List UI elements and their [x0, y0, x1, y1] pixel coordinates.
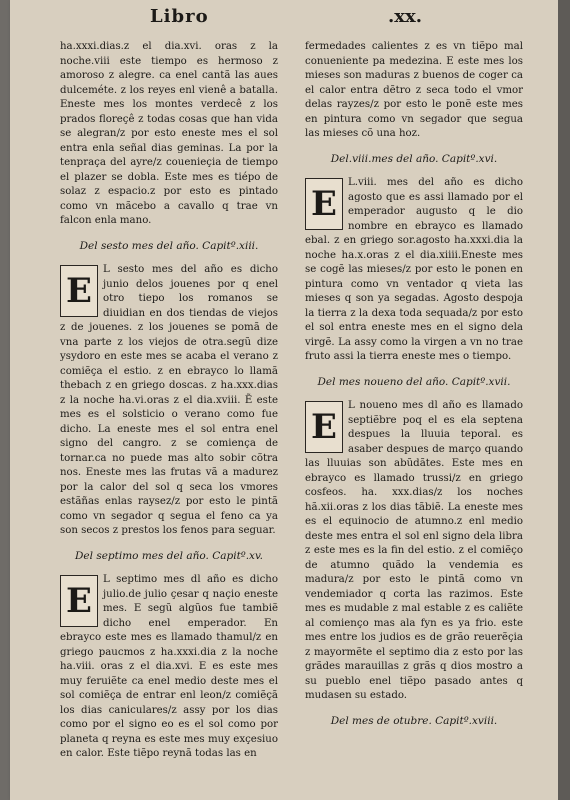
chapter-block — [60, 573, 278, 762]
continued-text: ha.xxxi.dias.z el dia.xvi. oras z la noche.viii este tiempo es hermoso z amoroso z alegre. ca enel cantã las aues dulceméte. z los reyes enl vienê a batalla. Eneste mes los montes verdecê z los prados floreçê z todas cosas que han vida se alegran/z por esto eneste mes el sol entra enla señal dias geminas. La por la tenpraça del ayre/z couenieçia de tiempo el plazer se dobla. Este mes es tiépo de solaz z espacio.z por esto es pintado como vn mãcebo a cavallo q trae vn falcon enla mano. — [60, 41, 278, 226]
chapter-heading: Del.viii.mes del año. Capitº.xvi. — [330, 152, 498, 165]
chapter-text: L.viii. mes del año es dicho agosto que es assi llamado por el emperador augusto q le dio nombre en ebrayco es llamado ebal. z en griego sor.agosto ha.xxxi.dia la noche ha.x.oras z el dia.xiiii.Eneste mes se cogẽ las mieses/z por esto le ponen en pintura como vn ventador q vieta las mieses q son ya segadas. Agosto despoja la tierra z la dexa toda sequada/z por esto el sol entra eneste mes en el signo dela virgẽ. La assy como la virgen a vn no trae fruto assi la tierra eneste mes o tiempo. — [305, 177, 523, 362]
left-column — [60, 40, 278, 762]
decorated-initial: E — [60, 575, 98, 627]
book-page — [10, 0, 558, 800]
background-edge — [558, 0, 570, 800]
chapter-heading: Del septimo mes del año. Capitº.xv. — [74, 549, 264, 562]
right-column — [305, 40, 523, 738]
chapter-heading: Del mes noueno del año. Capitº.xvii. — [317, 375, 511, 388]
chapter-text: L sesto mes del año es dicho junio delos jouenes por q enel otro tiepo los romanos se diuidian en dos tiendas de viejos z de jouenes. z los jouenes se pomã de vna parte z los viejos de otra.segũ dize ysydoro en este mes se acaba el verano z comiẽça el estio. z en ebrayco lo llamã thebach z en griego doscas. z ha.xxx.dias z la noche ha.vi.oras z el dia.xviii. Ẽ este mes es el solsticio o verano como fue dicho. La eneste mes el sol entra enel signo del cangro. z se comiença de tornar.ca no puede mas alto sobir cõtra nos. Eneste mes las frutas vã a madurez por la calor del sol q seca los vmores estãñas enlas raysez/z por esto le pintã como vn segador q segua el feno ca ya son secos z prestos los fenos para seguar. — [60, 264, 278, 536]
page-header — [10, 6, 558, 28]
chapter-text: L septimo mes dl año es dicho julio.de julio çesar q naçio eneste mes. E segũ algũos fue tambiẽ dicho enel emperador. En ebrayco este mes es llamado thamul/z en griego paucmos z ha.xxxi.dia z la noche ha.viii. oras z el dia.xvi. E es este mes muy feruiẽte ca enel medio deste mes el sol comiẽça de entrar enl leon/z comiẽçã los dias caniculares/z assy por los dias como por el signo eo es el sol como por planeta q reyna es este mes muy exçesiuo en calor. Este tiẽpo reynã todas las en — [60, 574, 278, 759]
chapter-text: L noueno mes dl año es llamado septiẽbre poq el es ela septena despues la lluuia teporal. es asaber despues de março quando las lluuias son abũdãtes. Este mes en ebrayco es llamado trussi/z en griego cosfeos. ha. xxx.dias/z los noches hã.xii.oras z los dias tãbiẽ. La eneste mes es el equinocio de atumno.z enl medio deste mes entra el sol enl signo dela libra z este mes es la fin del estio. z el comiẽço de atumno quãdo la vendemia es madura/z por esto le pintã como vn vendemiador q corta las razimos. Este mes es mudable z mal estable z es caliẽte al comienço mas ala fyn es ya frio. este mes entre los judios es de grão reuerẽçia z mayormẽte el septimo dia z esto por las grãdes marauillas z grãs q dios mostro a su pueblo enel tiẽpo pasado antes q mudasen su estado. — [305, 400, 523, 701]
chapter-block — [60, 263, 278, 539]
continued-text: fermedades calientes z es vn tiẽpo mal conueniente pa medezina. E este mes los mieses son maduras z buenos de coger ca el calor entra dẽtro z seca todo el vmor delas rayzes/z por esto le ponẽ este mes en pintura como vn segador que segua las mieses cõ una hoz. — [305, 41, 523, 139]
chapter-heading: Del mes de otubre. Capitº.xviii. — [330, 714, 498, 727]
chapter-heading: Del sesto mes del año. Capitº.xiii. — [79, 239, 259, 252]
running-head: Libro — [150, 6, 209, 27]
chapter-block — [305, 399, 523, 704]
decorated-initial: E — [305, 401, 343, 453]
decorated-initial: E — [305, 178, 343, 230]
decorated-initial: E — [60, 265, 98, 317]
chapter-block — [305, 176, 523, 365]
folio-number: .xx. — [388, 6, 422, 27]
